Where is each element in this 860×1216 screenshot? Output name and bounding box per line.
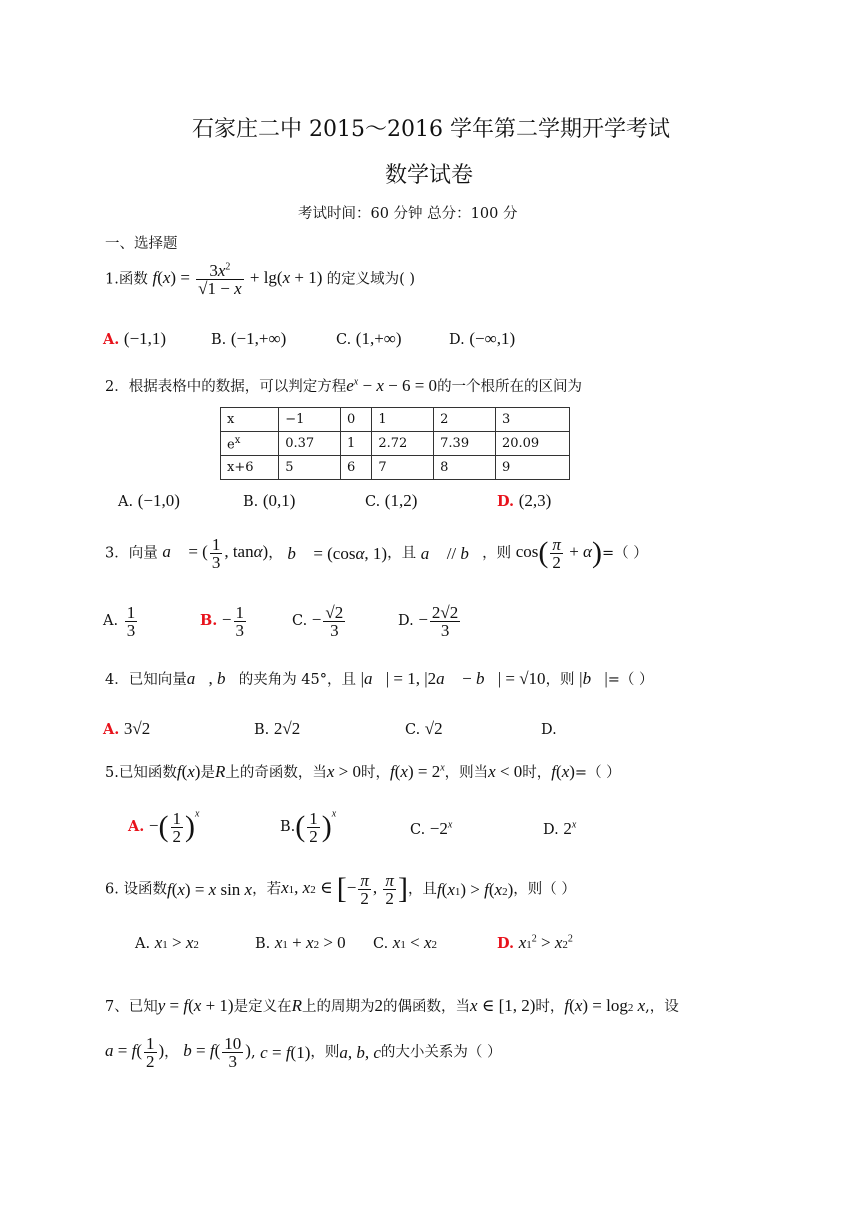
- q3-option-a: A. $\frac{1}{3}$: [103, 603, 136, 640]
- q4-option-c: C. √2: [405, 719, 443, 738]
- q1-option-a: A. (−1,1): [103, 329, 167, 348]
- exam-subtitle: 数学试卷: [385, 163, 474, 188]
- question-4: 4．已知向量a⃗, b⃗的夹角为 45°，且 |a⃗| = 1, |2a⃗ − b⃗| = √10，则 |b⃗|=（ ）: [105, 669, 654, 688]
- q5-option-c: C. $-2^x$: [410, 819, 453, 838]
- table-cell: 8: [434, 456, 496, 480]
- table-cell: 3: [495, 408, 569, 432]
- table-cell: 20.09: [495, 432, 569, 456]
- q1-option-c: C. (1,+∞): [336, 329, 402, 348]
- table-cell: 1: [341, 432, 372, 456]
- q4-option-a: A. 3√2: [103, 719, 151, 738]
- exam-meta: 考试时间：60 分钟 总分：100 分: [298, 206, 518, 222]
- q1-option-d: D. (−∞,1): [449, 329, 516, 348]
- question-1: [105, 262, 415, 297]
- section-heading: 一、选择题: [105, 236, 178, 252]
- q6-option-d: D. $x1^2 > x2^2$: [497, 933, 573, 952]
- table-cell: −1: [279, 408, 341, 432]
- table-cell: 2.72: [372, 432, 434, 456]
- q2-option-c: C. (1,2): [365, 491, 418, 510]
- q5-option-a: A. −( $\frac{1}{2}$ )$^x$: [128, 809, 200, 846]
- q1-formula: f(x) = $\frac{3x^2}{√1 - x}$ + lg(x + 1): [152, 261, 327, 298]
- table-cell: 6: [341, 456, 372, 480]
- question-7-line-2: a = f( $\frac{1}{2}$ )， b = f( $\frac{10}{3}$ ), c = f(1)，则a, b, c的大小关系为（ ）: [105, 1034, 502, 1071]
- table-cell: 5: [279, 456, 341, 480]
- table-row: [221, 432, 570, 456]
- question-2: 2．根据表格中的数据，可以判定方程$e^x - x - 6 = 0$的一个根所在的区间为: [105, 376, 583, 395]
- q3-option-d: D. − $\frac{2√2}{3}$: [398, 603, 459, 640]
- q6-option-a: A. x1 > x2: [135, 933, 199, 952]
- question-5: 5.已知函数f(x)是R上的奇函数，当x > 0时，$f(x) = 2^x$，则当x < 0时，f(x)=（ ）: [105, 762, 621, 781]
- q5-option-d: D. 2$^x$: [543, 819, 577, 838]
- table-cell: 9: [495, 456, 569, 480]
- q1-tail: 的定义域为( ): [326, 271, 416, 288]
- q2-data-table: [220, 407, 570, 480]
- table-cell: x: [221, 408, 279, 432]
- table-cell: 7.39: [434, 432, 496, 456]
- table-cell: 1: [372, 408, 434, 432]
- q3-option-c: C. − $\frac{√2}{3}$: [292, 603, 344, 640]
- question-7: 7、已知y = f(x + 1)是定义在R上的周期为2的偶函数，当x ∈ [1, 2)时，f(x) = log2 x,，设: [105, 996, 679, 1015]
- q2-option-d: D. (2,3): [497, 491, 552, 510]
- q2-option-a: A. (−1,0): [118, 491, 180, 510]
- question-3: 3．向量 a⃗ = ( $\frac{1}{3}$ , tanα)， b⃗ = (cosα, 1)，且 a⃗ // b⃗，则 cos( $\frac{\pi}{2}$ + α)=（ ）: [105, 535, 648, 572]
- table-cell: 0.37: [279, 432, 341, 456]
- q6-option-b: B. x1 + x2 > 0: [255, 933, 346, 952]
- table-cell: 7: [372, 456, 434, 480]
- q6-option-c: C. x1 < x2: [373, 933, 437, 952]
- q4-option-d: D.: [541, 722, 557, 738]
- table-row: [221, 408, 570, 432]
- table-cell: 0: [341, 408, 372, 432]
- table-cell: $e^x$: [221, 432, 279, 456]
- q3-option-b: B. − $\frac{1}{3}$: [200, 603, 245, 640]
- table-row: [221, 456, 570, 480]
- table-cell: 2: [434, 408, 496, 432]
- exam-title: 石家庄二中 2015～2016 学年第二学期开学考试: [192, 117, 670, 142]
- q1-option-b: B. (−1,+∞): [211, 329, 287, 348]
- question-6: 6. 设函数f(x) = x sin x，若x1, x2 ∈ [− $\frac{\pi}{2}$ , $\frac{\pi}{2}$ ]，且f(x1) > f(x2)，则（ ）: [105, 871, 576, 908]
- table-cell: x+6: [221, 456, 279, 480]
- q4-option-b: B. 2√2: [254, 719, 301, 738]
- q5-option-b: B.( $\frac{1}{2}$ )$^x$: [280, 809, 337, 846]
- q1-number: 1.函数: [105, 271, 148, 288]
- q2-option-b: B. (0,1): [243, 491, 296, 510]
